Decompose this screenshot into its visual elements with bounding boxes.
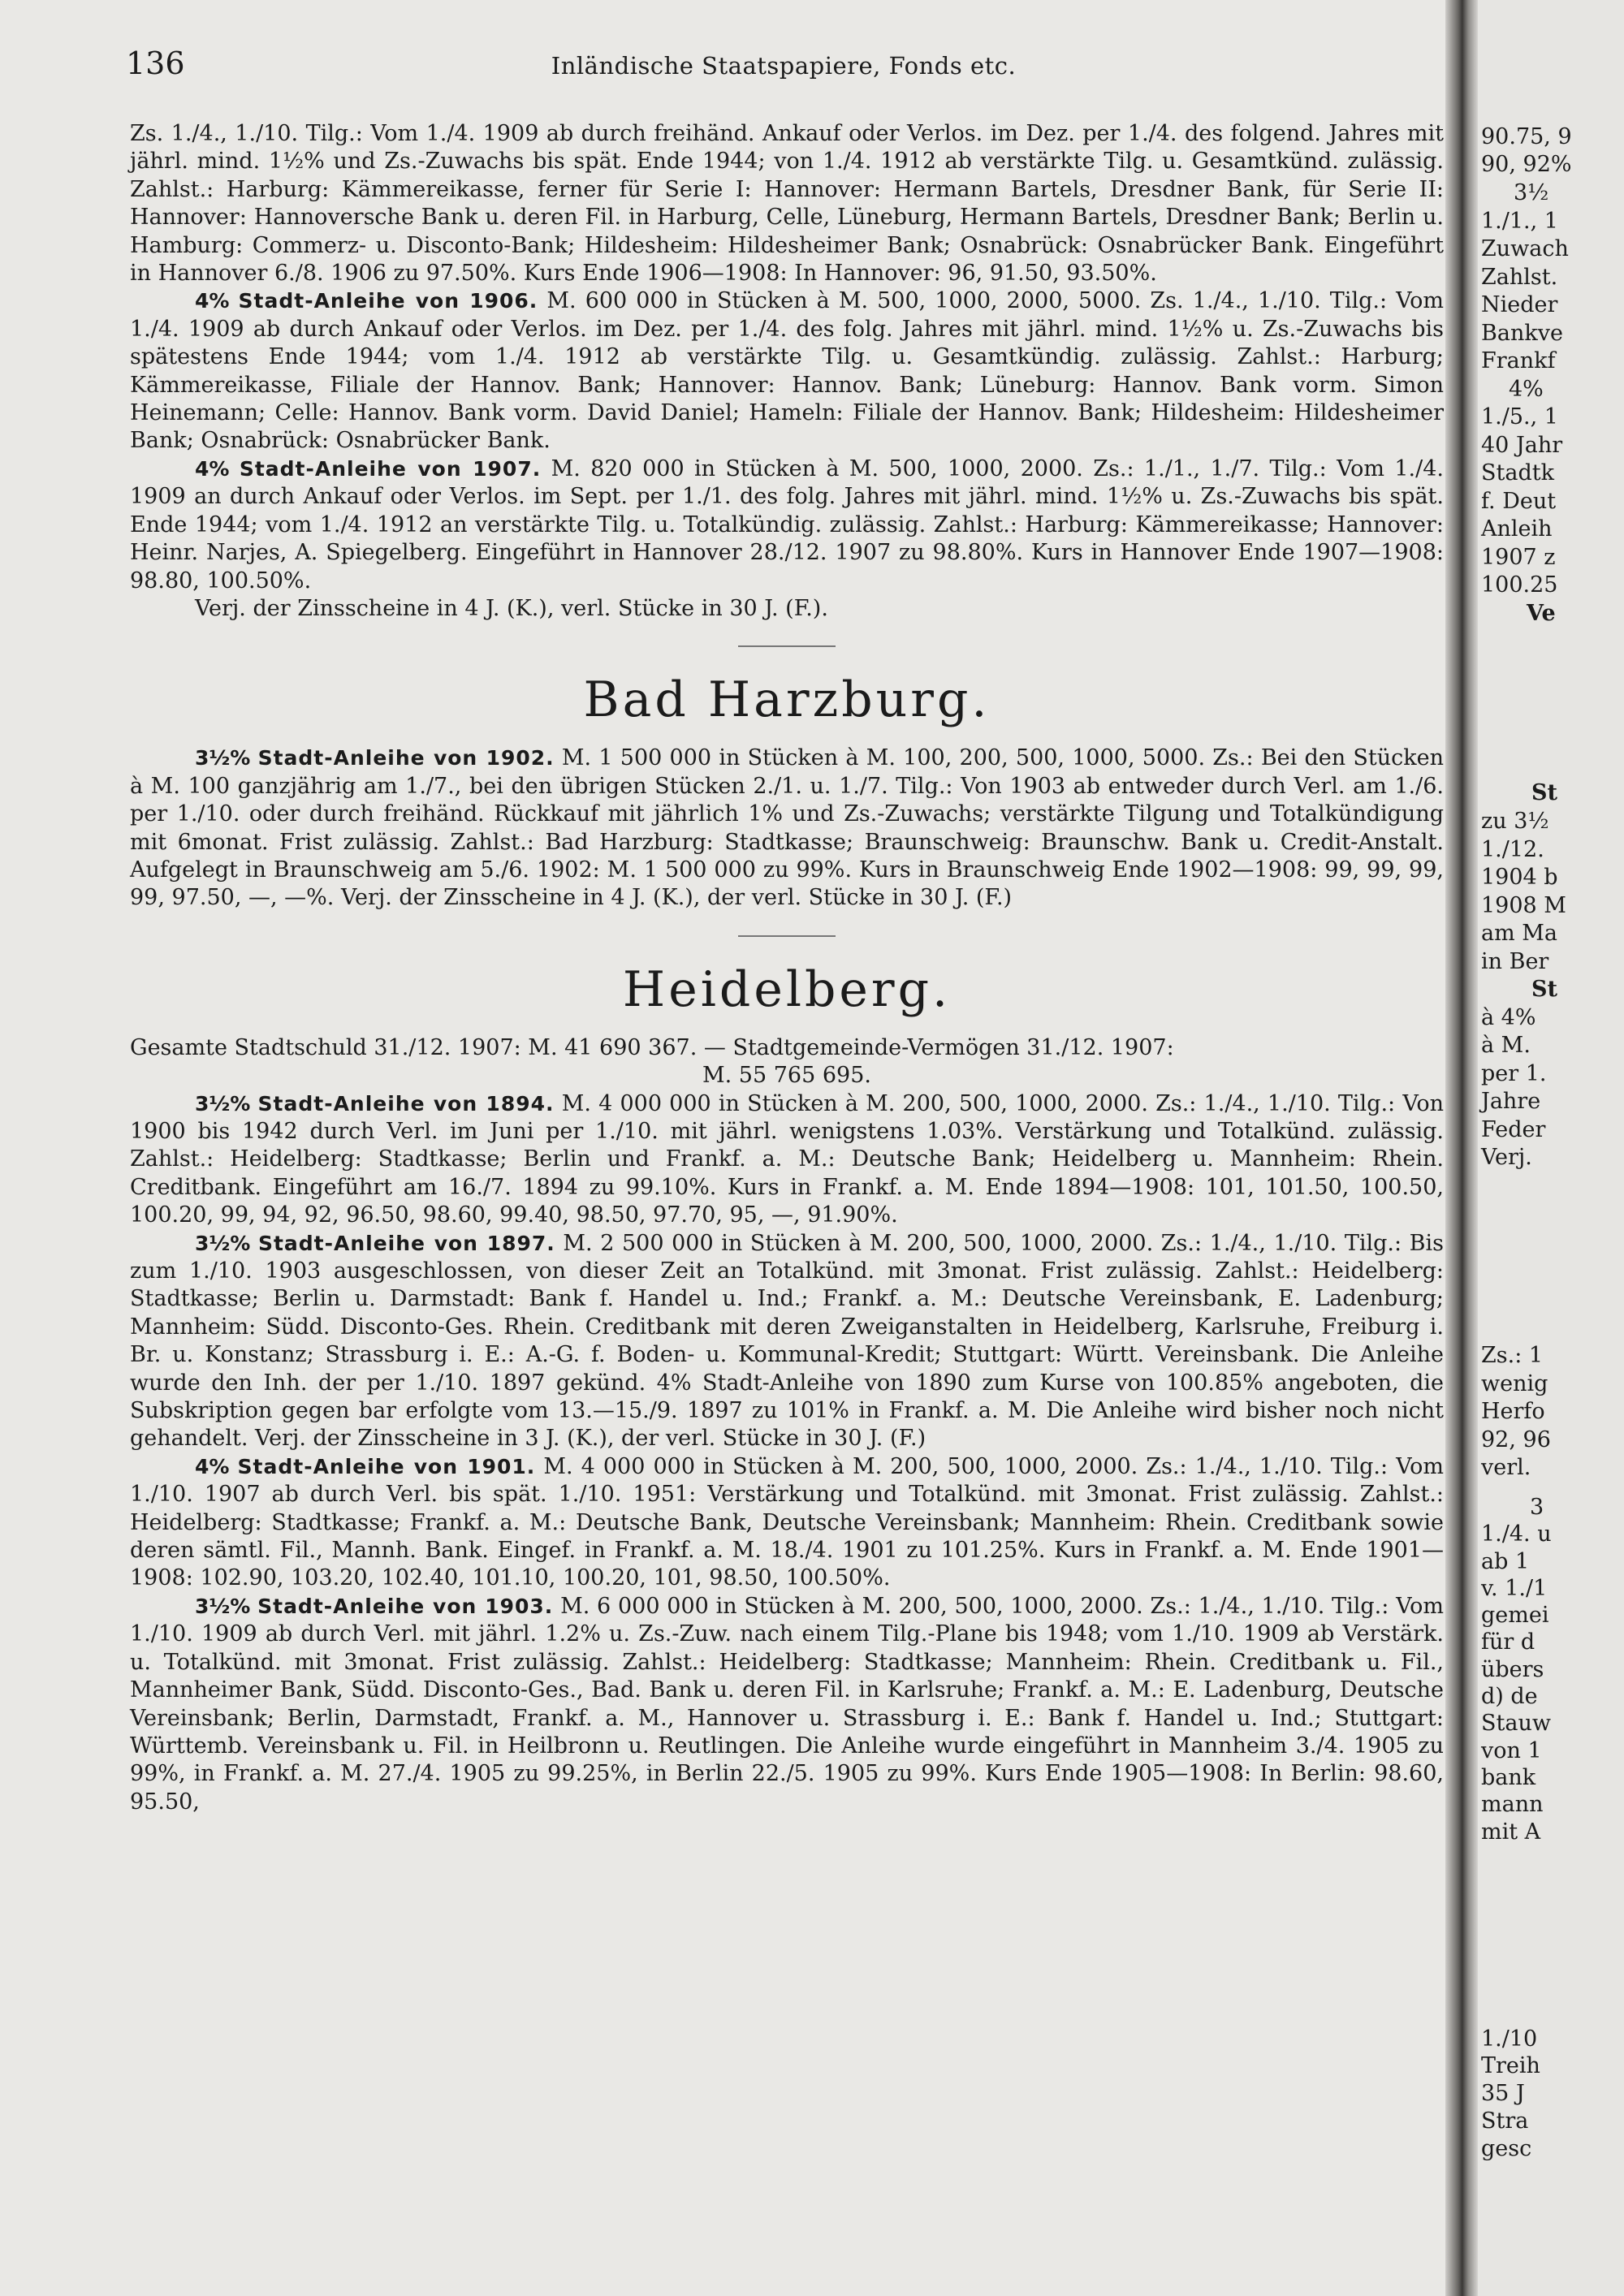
city-heading-bad-harzburg: Bad Harzburg.: [583, 671, 991, 729]
bond-rate: 4%: [195, 289, 230, 313]
city-heading-heidelberg: Heidelberg.: [622, 960, 952, 1018]
right-page-line: 90, 92%: [1481, 152, 1572, 177]
right-page-line: St: [1531, 977, 1557, 1002]
right-page-line: verl.: [1481, 1455, 1531, 1480]
right-page-line: 1./5., 1: [1481, 404, 1558, 429]
right-page-line: Ve: [1527, 601, 1556, 626]
right-page-line: f. Deut: [1481, 489, 1557, 514]
right-page-line: 3½: [1514, 180, 1549, 205]
bond-text: M. 820 000 in Stücken à M. 500, 1000, 2000. Zs.: 1./1., 1./7. Tilg.: Vom 1./4. 1909 an durch Ankauf oder Verlos. im Sept. per 1./1. des folg. Jahres mit jährl. mind. 1½% u. Zs.-Zuwachs bis spät. Ende 1944; vom 1./4. 1912 an verstärkte Tilg. u. Totalkündig. zulässig. Zahlst.: Harburg: Kämmereikasse; Hannover: Heinr. Narjes, A. Spiegelberg. Eingeführt in Hannover 28./12. 1907 zu 98.80%. Kurs in Hannover Ende 1907—1908: 98.80, 100.50%.: [130, 455, 1444, 593]
heidelberg-summary: Gesamte Stadtschuld 31./12. 1907: M. 41 690 367. — Stadtgemeinde-Vermögen 31./12. 1907:: [130, 1034, 1174, 1060]
bond-title: Stadt-Anleihe von 1903.: [257, 1594, 554, 1618]
right-page-line: Treih: [1481, 2053, 1540, 2078]
bond-rate: 3½%: [195, 1091, 251, 1116]
right-page-line: Zs.: 1: [1481, 1343, 1544, 1368]
book-gutter: [1445, 0, 1478, 2296]
page-header: [126, 45, 1441, 86]
right-page-line: Bankve: [1481, 321, 1563, 346]
right-page-line: für d: [1481, 1629, 1535, 1655]
right-page-line: 1908 M: [1481, 893, 1566, 918]
running-head: Inländische Staatspapiere, Fonds etc.: [551, 52, 1017, 80]
right-page-line: zu 3½: [1481, 809, 1549, 834]
right-page-line: Anleih: [1481, 516, 1553, 542]
verjaehrung-note: Verj. der Zinsscheine in 4 J. (K.), verl. Stücke in 30 J. (F.).: [195, 595, 828, 621]
right-page-line: Verj.: [1481, 1145, 1532, 1170]
bond-text: M. 600 000 in Stücken à M. 500, 1000, 2000, 5000. Zs. 1./4., 1./10. Tilg.: Vom 1./4. 1909 ab durch Ankauf oder Verlos. im Dez. per 1./4. des folg. Jahres mit jährl. mind. 1½% u. Zs.-Zuwachs bis spätestens Ende 1944; vom 1./4. 1912 ab verstärkte Tilg. u. Gesamtkündig. zulässig. Zahlst.: Harburg; Kämmereikasse, Filiale der Hannov. Bank; Hannover: Hannov. Bank; Lüneburg: Hannov. Bank vorm. Simon Heinemann; Celle: Hannov. Bank vorm. David Daniel; Hameln: Filiale der Hannov. Bank; Hildesheim: Hildesheimer Bank; Osnabrück: Osnabrücker Bank.: [130, 288, 1444, 454]
right-page-line: Feder: [1481, 1117, 1546, 1142]
bond-title: Stadt-Anleihe von 1906.: [238, 289, 538, 313]
heidelberg-summary-continued: M. 55 765 695.: [702, 1063, 871, 1089]
right-page-line: Frankf: [1481, 348, 1556, 373]
right-page-line: Stadtk: [1481, 460, 1554, 486]
bond-rate: 3½%: [195, 746, 251, 770]
right-page-line: 1./1., 1: [1481, 209, 1558, 234]
right-page-line: mit A: [1481, 1819, 1541, 1845]
right-page-line: am Ma: [1481, 921, 1558, 946]
right-page-line: mann: [1481, 1792, 1544, 1817]
right-page-line: gemei: [1481, 1603, 1549, 1628]
right-page-line: 35 J: [1481, 2081, 1525, 2106]
right-page-line: Zuwach: [1481, 236, 1569, 261]
right-page-fragment: [1478, 0, 1624, 2296]
right-page-line: 40 Jahr: [1481, 433, 1563, 458]
right-page-line: bank: [1481, 1765, 1536, 1790]
right-page-line: d) de: [1481, 1684, 1538, 1709]
bond-title: Stadt-Anleihe von 1907.: [239, 456, 542, 481]
bond-entry-hannover-1906: [130, 287, 1444, 455]
section-divider: [738, 935, 836, 937]
right-page-line: Zahlst.: [1481, 265, 1558, 290]
right-page-line: 1./12.: [1481, 837, 1544, 862]
right-page-line: wenig: [1481, 1371, 1548, 1396]
bond-entry-heidelberg-1903: [130, 1593, 1444, 1816]
right-page-line: St: [1531, 780, 1557, 805]
right-page-line: 100.25: [1481, 572, 1558, 598]
right-page-line: Nieder: [1481, 292, 1558, 317]
hannover-continued-paragraph: Zs. 1./4., 1./10. Tilg.: Vom 1./4. 1909 ab durch freihänd. Ankauf oder Verlos. im Dez. per 1./4. des folgend. Jahres mit jährl. mind. 1½% und Zs.-Zuwachs bis spät. Ende 1944; von 1./4. 1912 ab verstärkte Tilg. u. Gesamtkünd. zulässig. Zahlst.: Harburg: Kämmereikasse, ferner für Serie I: Hannover: Hermann Bartels, Dresdner Bank, für Serie II: Hannover: Hannoversche Bank u. deren Fil. in Harburg, Celle, Lüneburg, Hermann Bartels, Dresdner Bank; Berlin u. Hamburg: Commerz- u. Disconto-Bank; Hildesheim: Hildesheimer Bank; Osnabrück: Osnabrücker Bank. Eingeführt in Hannover 6./8. 1906 zu 97.50%. Kurs Ende 1906—1908: In Hannover: 96, 91.50, 93.50%.: [130, 121, 1444, 287]
section-divider: [738, 645, 836, 647]
bond-rate: 4%: [195, 1454, 230, 1478]
right-page-line: 1904 b: [1481, 865, 1558, 890]
right-page-line: gesc: [1481, 2136, 1532, 2161]
bond-entry-heidelberg-1894: [130, 1090, 1444, 1230]
bond-rate: 3½%: [195, 1231, 251, 1255]
right-page-line: 1./10: [1481, 2026, 1538, 2052]
bond-title: Stadt-Anleihe von 1894.: [257, 1091, 555, 1116]
right-page-line: in Ber: [1481, 949, 1549, 974]
right-page-line: 1./4. u: [1481, 1521, 1552, 1547]
right-page-line: 92, 96: [1481, 1427, 1551, 1452]
right-page-line: 90.75, 9: [1481, 124, 1572, 149]
bond-entry-heidelberg-1901: [130, 1453, 1444, 1593]
bond-rate: 3½%: [195, 1594, 251, 1618]
bond-entry-hannover-1907: [130, 455, 1444, 595]
right-page-line: 3: [1530, 1495, 1544, 1520]
bond-title: Stadt-Anleihe von 1897.: [257, 1231, 555, 1255]
right-page-line: Stauw: [1481, 1711, 1551, 1736]
bond-title: Stadt-Anleihe von 1902.: [257, 746, 555, 770]
right-page-line: 1907 z: [1481, 545, 1556, 570]
right-page-line: ab 1: [1481, 1549, 1530, 1574]
right-page-line: übers: [1481, 1657, 1544, 1682]
right-page-line: à M.: [1481, 1033, 1531, 1058]
text-column: [130, 120, 1444, 1816]
right-page-line: per 1.: [1481, 1061, 1547, 1086]
right-page-line: Jahre: [1481, 1089, 1541, 1114]
bond-text: M. 6 000 000 in Stücken à M. 200, 500, 1000, 2000. Zs.: 1./4., 1./10. Tilg.: Vom 1./10. 1909 ab durch Verl. mit jährl. 1.2% u. Zs.-Zuw. nach einem Tilg.-Plane bis 1948; vom 1./10. 1909 ab Verstärk. u. Totalkünd. mit 3monat. Frist zulässig. Zahlst.: Heidelberg: Stadtkasse; Mannheim: Rhein. Creditbank u. Fil., Mannheimer Bank, Südd. Disconto-Ges., Bad. Bank u. deren Fil. in Karlsruhe; Frankf. a. M.: E. Ladenburg, Deutsche Vereinsbank; Berlin, Darmstadt, Frankf. a. M., Hannover u. Strassburg i. E.: Bank f. Handel u. Ind.; Stuttgart: Württemb. Vereinsbank u. Fil. in Heilbronn u. Reutlingen. Die Anleihe wurde eingeführt in Mannheim 3./4. 1905 zu 99%, in Frankf. a. M. 27./4. 1905 zu 99.25%, in Berlin 22./5. 1905 zu 99%. Kurs Ende 1905—1908: In Berlin: 98.60, 95.50,: [130, 1593, 1444, 1815]
right-page-line: à 4%: [1481, 1005, 1536, 1030]
right-page-line: v. 1./1: [1481, 1576, 1548, 1601]
bond-text: M. 4 000 000 in Stücken à M. 200, 500, 1000, 2000. Zs.: 1./4., 1./10. Tilg.: Von 1900 bis 1942 durch Verl. im Juni per 1./10. mit jährl. wenigstens 1.03%. Verstärkung und Totalkünd. zulässig. Zahlst.: Heidelberg: Stadtkasse; Berlin und Frankf. a. M.: Deutsche Bank; Heidelberg u. Mannheim: Rhein. Creditbank. Eingeführt am 16./7. 1894 zu 99.10%. Kurs in Frankf. a. M. Ende 1894—1908: 101, 101.50, 100.50, 100.20, 99, 94, 92, 96.50, 98.60, 99.40, 98.50, 97.70, 95, —, 91.90%.: [130, 1090, 1444, 1228]
bond-text: M. 1 500 000 in Stücken à M. 100, 200, 500, 1000, 5000. Zs.: Bei den Stücken à M. 100 ganzjährig am 1./7., bei den übrigen Stücken 2./1. u. 1./7. Tilg.: Von 1903 ab entweder durch Verl. am 1./6. per 1./10. oder durch freihänd. Rückkauf mit jährlich 1% und Zs.-Zuwachs; verstärkte Tilgung und Totalkündigung mit 6monat. Frist zulässig. Zahlst.: Bad Harzburg: Stadtkasse; Braunschweig: Braunschw. Bank u. Credit-Anstalt. Aufgelegt in Braunschweig am 5./6. 1902: M. 1 500 000 zu 99%. Kurs in Braunschweig Ende 1902—1908: 99, 99, 99, 99, 97.50, —, —%. Verj. der Zinsscheine in 4 J. (K.), der verl. Stücke in 30 J. (F.): [130, 745, 1444, 911]
bond-text: M. 2 500 000 in Stücken à M. 200, 500, 1000, 2000. Zs.: 1./4., 1./10. Tilg.: Bis zum 1./10. 1903 ausgeschlossen, von dieser Zeit an Totalkünd. mit 3monat. Frist zulässig. Zahlst.: Heidelberg: Stadtkasse; Berlin u. Darmstadt: Bank f. Handel u. Ind.; Frankf. a. M.: Deutsche Vereinsbank, E. Ladenburg; Mannheim: Südd. Disconto-Ges. Rhein. Creditbank mit deren Zweiganstalten in Heidelberg, Karlsruhe, Freiburg i. Br. u. Konstanz; Strassburg i. E.: A.-G. f. Boden- u. Kommunal-Kredit; Stuttgart: Württ. Vereinsbank. Die Anleihe wurde den Inh. der per 1./10. 1897 gekünd. 4% Stadt-Anleihe von 1890 zum Kurse von 100.85% angeboten, die Subskription gegen bar erfolgte vom 13.—15./9. 1897 zu 101% in Frankf. a. M. Die Anleihe wird bisher noch nicht gehandelt. Verj. der Zinsscheine in 3 J. (K.), der verl. Stücke in 30 J. (F.): [130, 1230, 1444, 1452]
right-page-line: von 1: [1481, 1738, 1542, 1763]
bond-entry-bad-harzburg-1902: [130, 744, 1444, 912]
right-page-line: Stra: [1481, 2108, 1529, 2134]
right-page-line: 4%: [1509, 377, 1544, 402]
bond-entry-heidelberg-1897: [130, 1230, 1444, 1453]
right-page-line: Herfo: [1481, 1399, 1545, 1424]
bond-text: M. 4 000 000 in Stücken à M. 200, 500, 1000, 2000. Zs.: 1./4., 1./10. Tilg.: Vom 1./10. 1907 ab durch Verl. bis spät. 1./10. 1951: Verstärkung und Totalkünd. mit 3monat. Frist zulässig. Zahlst.: Heidelberg: Stadtkasse; Frankf. a. M.: Deutsche Bank, Deutsche Vereinsbank; Mannheim: Rhein. Creditbank sowie deren sämtl. Fil., Mannh. Bank. Eingef. in Frankf. a. M. 18./4. 1901 zu 101.25%. Kurs in Frankf. a. M. Ende 1901—1908: 102.90, 103.20, 102.40, 101.10, 100.20, 101, 98.50, 100.50%.: [130, 1453, 1444, 1591]
bond-title: Stadt-Anleihe von 1901.: [237, 1454, 536, 1478]
bond-rate: 4%: [195, 456, 230, 481]
page-number: 136: [126, 45, 185, 81]
